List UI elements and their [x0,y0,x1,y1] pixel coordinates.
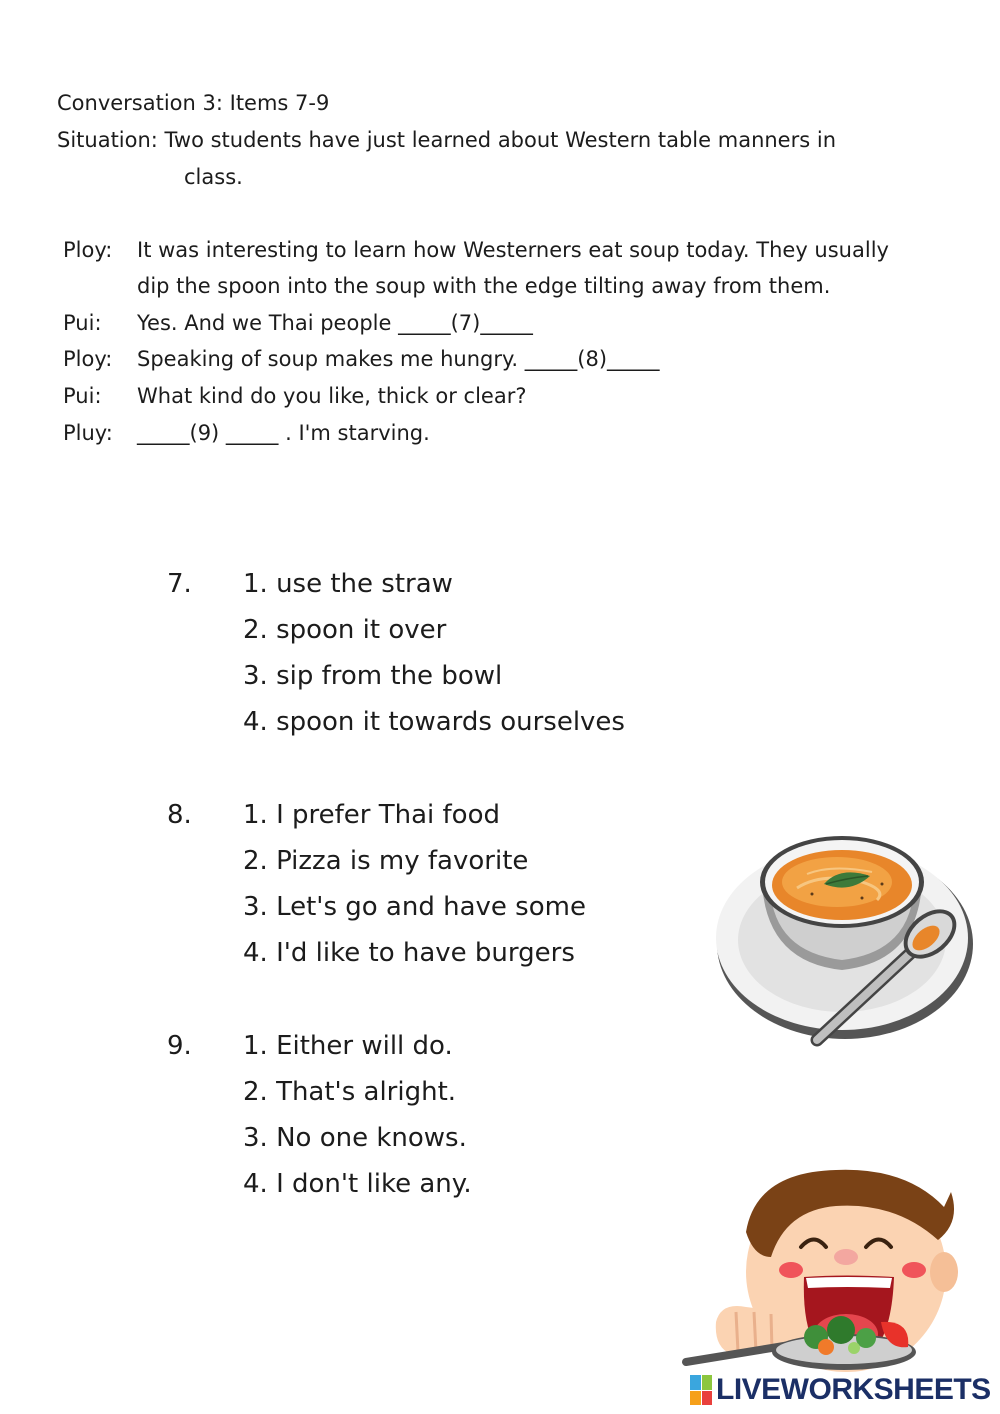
question-number: 8. [167,800,192,830]
answer-option[interactable]: 4. I'd like to have burgers [243,938,575,968]
answer-option[interactable]: 3. sip from the bowl [243,661,503,691]
logo-text: LIVEWORKSHEETS [716,1373,991,1406]
answer-option[interactable]: 1. I prefer Thai food [243,800,500,830]
answer-option[interactable]: 3. Let's go and have some [243,892,586,922]
conversation-title: Conversation 3: Items 7-9 [57,91,330,115]
dialogue-speaker: Ploy: [63,347,113,371]
eating-boy-icon [676,1162,976,1374]
answer-option[interactable]: 2. That's alright. [243,1077,457,1107]
dialogue-speaker: Pui: [63,384,102,408]
dialogue-text: Speaking of soup makes me hungry. _____(8)_____ [137,347,660,371]
liveworksheets-logo [690,1372,991,1408]
question-number: 9. [167,1031,192,1061]
answer-option[interactable]: 1. Either will do. [243,1031,453,1061]
answer-option[interactable]: 1. use the straw [243,569,453,599]
dialogue-text: Yes. And we Thai people _____(7)_____ [137,311,533,335]
dialogue-text: _____(9) _____ . I'm starving. [137,421,430,445]
dialogue-speaker: Pluy: [63,421,113,445]
answer-option[interactable]: 2. Pizza is my favorite [243,846,529,876]
dialogue-text: dip the spoon into the soup with the edge tilting away from them. [137,274,831,298]
soup-bowl-icon [712,812,982,1052]
situation-line-1: Situation: Two students have just learned about Western table manners in [57,128,836,152]
dialogue-text: It was interesting to learn how Westerners eat soup today. They usually [137,238,889,262]
answer-option[interactable]: 2. spoon it over [243,615,447,645]
answer-option[interactable]: 3. No one knows. [243,1123,467,1153]
situation-line-2: class. [184,165,243,189]
answer-option[interactable]: 4. spoon it towards ourselves [243,707,625,737]
logo-icon [690,1375,712,1405]
dialogue-text: What kind do you like, thick or clear? [137,384,527,408]
dialogue-speaker: Ploy: [63,238,113,262]
question-number: 7. [167,569,192,599]
dialogue-speaker: Pui: [63,311,102,335]
answer-option[interactable]: 4. I don't like any. [243,1169,472,1199]
